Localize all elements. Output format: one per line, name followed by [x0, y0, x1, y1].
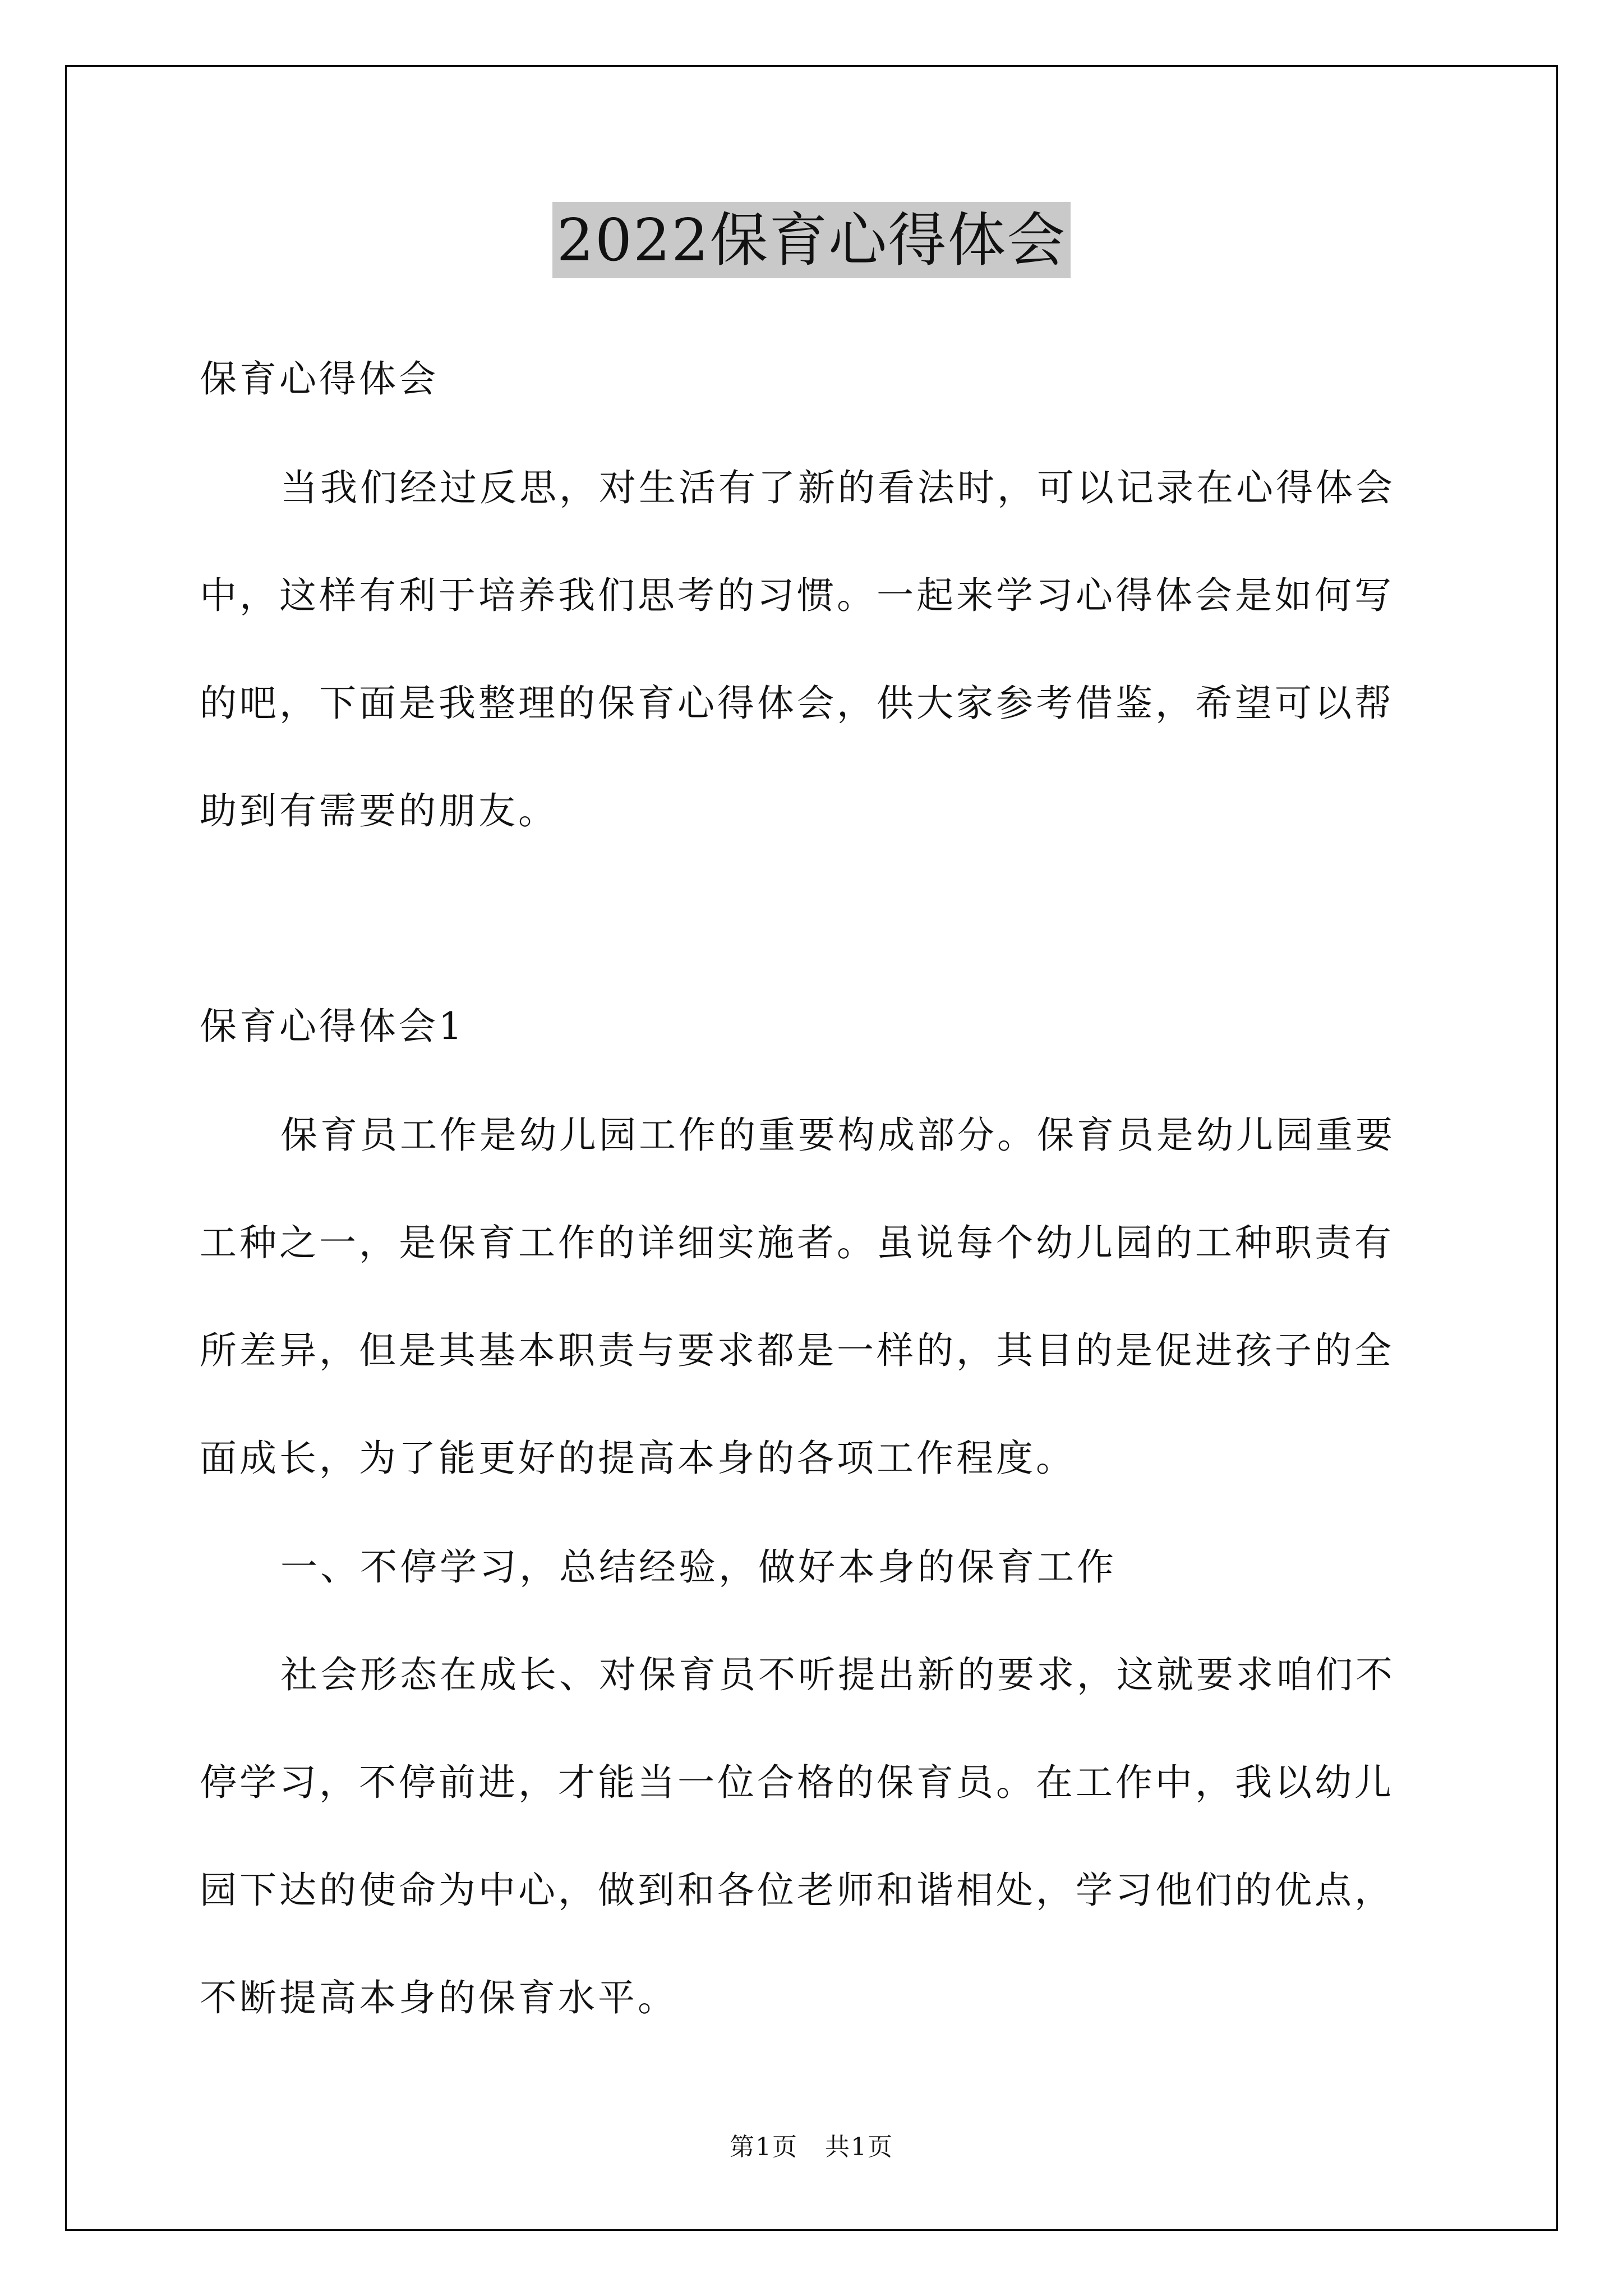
page-footer: [0, 2132, 1623, 2163]
paragraph-line: 停学习，不停前进，才能当一位合格的保育员。在工作中，我以幼儿: [200, 1761, 1394, 1804]
document-title: 2022保育心得体会: [552, 202, 1071, 278]
section-heading: 保育心得体会1: [200, 1005, 465, 1048]
section-heading: 保育心得体会: [200, 357, 439, 401]
paragraph-line: 当我们经过反思，对生活有了新的看法时，可以记录在心得体会: [280, 466, 1395, 509]
title-container: [0, 202, 1623, 278]
paragraph-line: 所差异，但是其基本职责与要求都是一样的，其目的是促进孩子的全: [200, 1329, 1394, 1372]
paragraph-line: 社会形态在成长、对保育员不听提出新的要求，这就要求咱们不: [280, 1653, 1395, 1696]
paragraph-line: 不断提高本身的保育水平。: [200, 1976, 677, 2019]
sub-heading: 一、不停学习，总结经验，做好本身的保育工作: [280, 1545, 1117, 1589]
page-number: 第1页 共1页: [730, 2133, 893, 2161]
paragraph-line: 面成长，为了能更好的提高本身的各项工作程度。: [200, 1437, 1076, 1480]
paragraph-line: 的吧，下面是我整理的保育心得体会，供大家参考借鉴，希望可以帮: [200, 682, 1394, 725]
paragraph-line: 中，这样有利于培养我们思考的习惯。一起来学习心得体会是如何写: [200, 574, 1394, 617]
paragraph-line: 保育员工作是幼儿园工作的重要构成部分。保育员是幼儿园重要: [280, 1114, 1395, 1157]
paragraph-line: 工种之一，是保育工作的详细实施者。虽说每个幼儿园的工种职责有: [200, 1221, 1394, 1264]
paragraph-line: 助到有需要的朋友。: [200, 789, 558, 832]
paragraph-line: 园下达的使命为中心，做到和各位老师和谐相处，学习他们的优点，: [200, 1869, 1394, 1912]
